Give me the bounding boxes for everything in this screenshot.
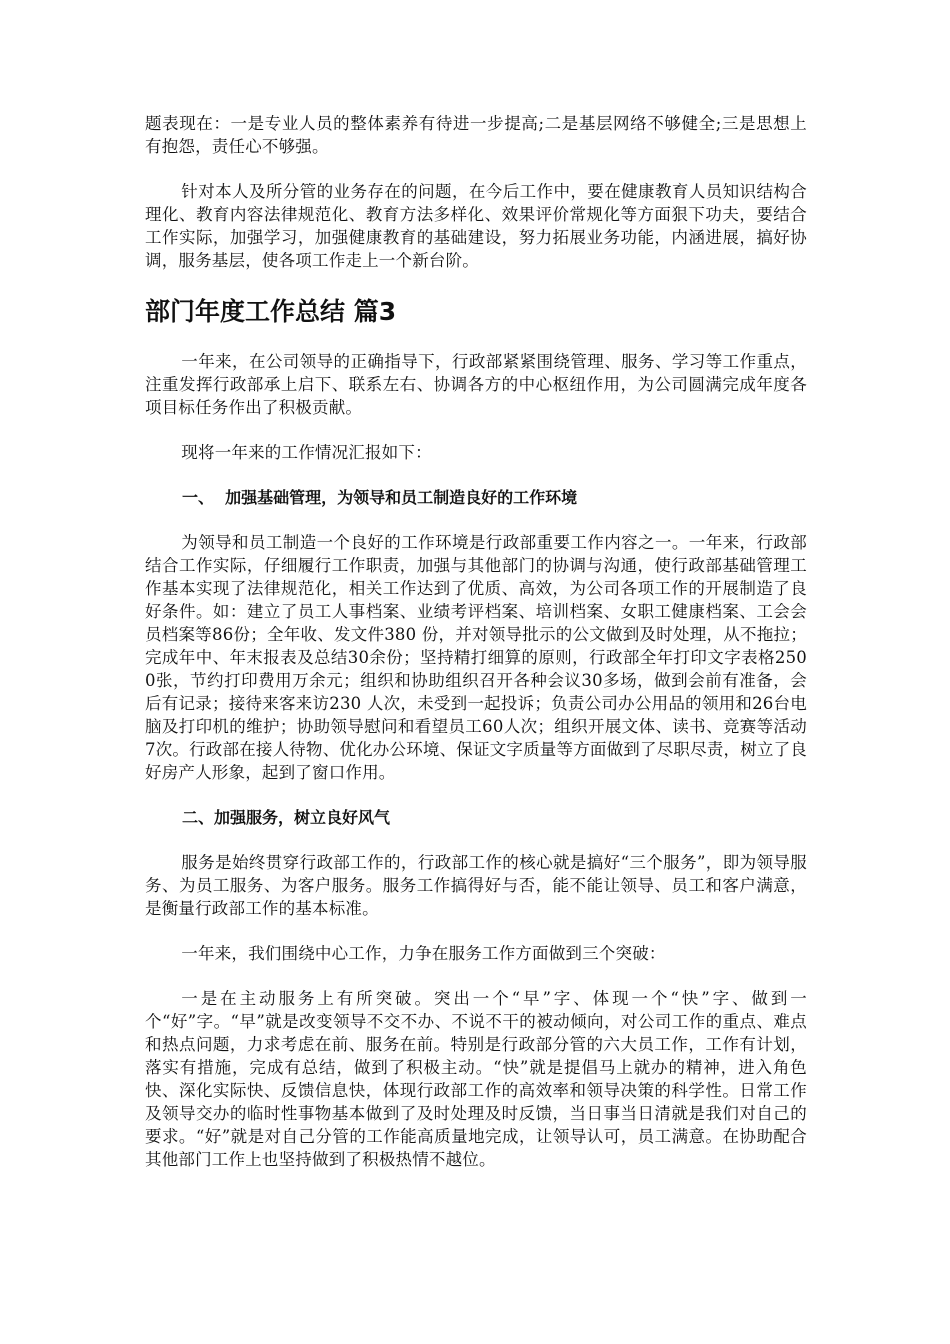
- paragraph-problems: 针对本人及所分管的业务存在的问题，在今后工作中，要在健康教育人员知识结构合理化、教育内容法律规范化、教育方法多样化、效果评价常规化等方面狠下功夫，要结合工作实际，加强学习，加强健康教育的基础建设，努力拓展业务功能，内涵进展，搞好协调，服务基层，使各项工作走上一个新台阶。: [145, 182, 807, 270]
- paragraph-basic-management: 为领导和员工制造一个良好的工作环境是行政部重要工作内容之一。一年来，行政部结合工作实际，仔细履行工作职责，加强与其他部门的协调与沟通，使行政部基础管理工作基本实现了法律规范化，相关工作达到了优质、高效，为公司各项工作的开展制造了良好条件。如：建立了员工人事档案、业绩考评档案、培训档案、女职工健康档案、工会会员档案等86份；全年收、发文件380 份，并对领导批示的公文做到及时处理，从不拖拉；完成年中、年末报表及总结30余份；坚持精打细算的原则，行政部全年打印文字表格2500张，节约打印费用万余元；组织和协助组织召开各种会议30多场，做到会前有准备，会后有记录；接待来客来访230 人次，未受到一起投诉；负责公司办公用品的领用和26台电脑及打印机的维护；协助领导慰问和看望员工60人次；组织开展文体、读书、竞赛等活动7次。行政部在接人待物、优化办公环境、保证文字质量等方面做到了尽职尽责，树立了良好房产人形象，起到了窗口作用。: [145, 533, 807, 782]
- subheading-basic-management: 一、 加强基础管理，为领导和员工制造良好的工作环境: [182, 488, 578, 507]
- paragraph-active-service: 一是在主动服务上有所突破。突出一个“早”字、体现一个“快”字、做到一个“好”字。“早”就是改变领导不交不办、不说不干的被动倾向，对公司工作的重点、难点和热点问题，力求考虑在前、服务在前。特别是行政部分管的六大员工作，工作有计划，落实有措施，完成有总结，做到了积极主动。“快”就是提倡马上就办的精神，进入角色快、深化实际快、反馈信息快，体现行政部工作的高效率和领导决策的科学性。日常工作及领导交办的临时性事物基本做到了及时处理及时反馈，当日事当日清就是我们对自己的要求。“好”就是对自己分管的工作能高质量地完成，让领导认可，员工满意。在协助配合其他部门工作上也坚持做到了积极热情不越位。: [145, 989, 807, 1169]
- paragraph-report-intro: 现将一年来的工作情况汇报如下：: [181, 443, 432, 462]
- section-title: 部门年度工作总结 篇3: [145, 297, 397, 326]
- paragraph-overview: 一年来，在公司领导的正确指导下，行政部紧紧围绕管理、服务、学习等工作重点，注重发挥行政部承上启下、联系左右、协调各方的中心枢纽作用，为公司圆满完成年度各项目标任务作出了积极贡献。: [145, 352, 807, 417]
- subheading-service: 二、加强服务，树立良好风气: [182, 808, 391, 827]
- document-page: [145, 112, 807, 1193]
- paragraph-service-core: 服务是始终贯穿行政部工作的，行政部工作的核心就是搞好“三个服务”，即为领导服务、为员工服务、为客户服务。服务工作搞得好与否，能不能让领导、员工和客户满意，是衡量行政部工作的基本标准。: [145, 853, 807, 918]
- paragraph-intro: 题表现在：一是专业人员的整体素养有待进一步提高;二是基层网络不够健全;三是思想上有抱怨，责任心不够强。: [145, 114, 807, 156]
- paragraph-three-breakthroughs: 一年来，我们围绕中心工作，力争在服务工作方面做到三个突破：: [181, 944, 666, 963]
